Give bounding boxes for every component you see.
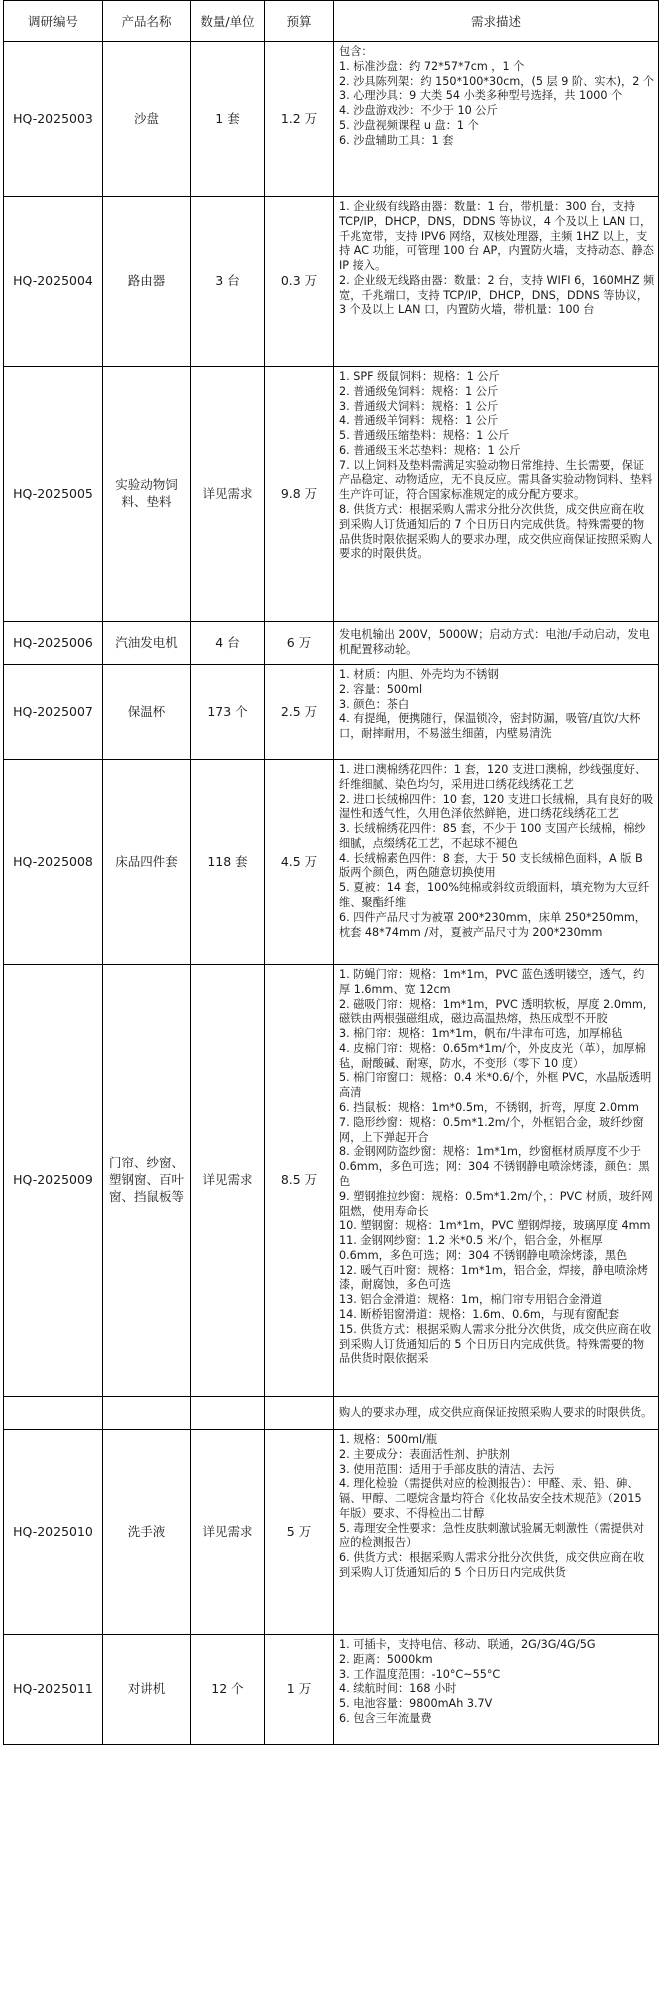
header-description: 需求描述 xyxy=(334,1,659,42)
row-quantity-cell: 3 台 xyxy=(191,197,265,367)
table-row xyxy=(4,760,659,965)
description-line: 1. 规格：500ml/瓶 xyxy=(339,1433,438,1446)
row-name-cell: 实验动物饲料、垫料 xyxy=(103,367,191,622)
description-line: 4. 长绒棉素色四件：8 套，大于 50 支长绒棉色面料，A 版 B 版两个颜色，两色随意切换使用 xyxy=(339,851,643,880)
description-line: 12. 暖气百叶窗：规格：1m*1m，铝合金，焊接，静电喷涂烤漆，耐腐蚀，多色可选 xyxy=(339,1263,649,1292)
description-line: 9. 塑钢推拉纱窗：规格：0.5m*1.2m/个，：PVC 材质，玻纤网阻燃，使用寿命长 xyxy=(339,1189,653,1218)
description-line: 2. 企业级无线路由器：数量：2 台，支持 WIFI 6，160MHZ 频宽，千兆端口，支持 TCP/IP，DHCP，DNS，DDNS 等协议，3 个及以上 LAN 口，内置防火墙，带机量：100 台 xyxy=(339,273,655,317)
row-description-cell xyxy=(334,1397,659,1430)
row-id-cell: HQ-2025004 xyxy=(4,197,103,367)
row-description-cell xyxy=(334,760,659,965)
header-quantity: 数量/单位 xyxy=(191,1,265,42)
description-line: 6. 四件产品尺寸为被罩 200*230mm，床单 250*250mm，枕套 48*74mm /对，夏被产品尺寸为 200*230mm xyxy=(339,910,646,939)
row-quantity-cell xyxy=(191,1397,265,1430)
row-description-cell xyxy=(334,42,659,197)
description-line: 2. 普通级兔饲料：规格：1 公斤 xyxy=(339,384,499,398)
row-name-cell: 路由器 xyxy=(103,197,191,367)
description-line: 6. 包含三年流量费 xyxy=(339,1711,432,1725)
row-id-cell: HQ-2025007 xyxy=(4,665,103,760)
header-id: 调研编号 xyxy=(4,1,103,42)
description-line: 4. 理化检验（需提供对应的检测报告）：甲醛、汞、铅、砷、镉、甲醇、二噁烷含量均符合《化妆品安全技术规范》（2015 年版）要求、不得检出二甘醇 xyxy=(339,1477,642,1520)
row-quantity-cell: 详见需求 xyxy=(191,1430,265,1635)
table-row xyxy=(4,665,659,760)
description-line: 11. 金钢网纱窗：1.2 米*0.5 米/个，铝合金，外框厚 0.6mm，多色可选；网：304 不锈钢静电喷涂烤漆，黑色 xyxy=(339,1234,628,1262)
description-line: 4. 续航时间：168 小时 xyxy=(339,1682,457,1696)
description-line: 3. 使用范围：适用于手部皮肤的清洁、去污 xyxy=(339,1462,555,1476)
description-line: 8. 金钢网防盗纱窗：规格：1m*1m，纱窗框材质厚度不少于 0.6mm，多色可选；网：304 不锈钢静电喷涂烤漆，颜色：黑色 xyxy=(339,1145,650,1188)
description-line: 2. 沙具陈列架：约 150*100*30cm，(5 层 9 阶、实木)，2 个 xyxy=(339,74,655,88)
description-line: 3. 长绒棉绣花四件：85 套，不少于 100 支国产长绒棉，棉纱细腻，点缀绣花工艺，不起球不褪色 xyxy=(339,822,646,850)
row-budget-cell: 5 万 xyxy=(265,1430,334,1635)
row-budget-cell: 2.5 万 xyxy=(265,665,334,760)
row-name-cell xyxy=(103,1397,191,1430)
header-product-name: 产品名称 xyxy=(103,1,191,42)
description-line: 1. SPF 级鼠饲料：规格：1 公斤 xyxy=(339,370,500,383)
row-name-cell: 床品四件套 xyxy=(103,760,191,965)
description-line: 购人的要求办理，成交供应商保证按照采购人要求的时限供货。 xyxy=(339,1405,653,1419)
description-line: 5. 夏被：14 套，100%纯棉或斜纹贡缎面料，填充物为大豆纤维、聚酯纤维 xyxy=(339,881,650,910)
row-id-cell: HQ-2025003 xyxy=(4,42,103,197)
row-name-cell: 洗手液 xyxy=(103,1430,191,1635)
row-quantity-cell: 118 套 xyxy=(191,760,265,965)
table-row xyxy=(4,42,659,197)
description-line: 10. 塑钢窗：规格：1m*1m，PVC 塑钢焊接，玻璃厚度 4mm xyxy=(339,1219,651,1233)
row-quantity-cell: 12 个 xyxy=(191,1635,265,1745)
description-line: 5. 普通级压缩垫料：规格：1 公斤 xyxy=(339,429,510,443)
description-line: 8. 供货方式：根据采购人需求分批分次供货，成交供应商在收到采购人订货通知后的 7 个日历日内完成供货。特殊需要的物品供货时限依据采购人的要求办理，成交供应商保证按照采购人要求的时限供货。 xyxy=(339,503,653,561)
row-id-cell: HQ-2025010 xyxy=(4,1430,103,1635)
row-quantity-cell: 详见需求 xyxy=(191,367,265,622)
row-budget-cell: 0.3 万 xyxy=(265,197,334,367)
description-line: 4. 有提绳，便携随行，保温锁冷，密封防漏，吸管/直饮/大杯口，耐摔耐用，不易滋生细菌，内壁易清洗 xyxy=(339,712,641,741)
row-id-cell: HQ-2025008 xyxy=(4,760,103,965)
description-line: 14. 断桥铝窗滑道：规格：1.6m、0.6m，与现有窗配套 xyxy=(339,1307,620,1321)
row-budget-cell: 8.5 万 xyxy=(265,965,334,1397)
description-line: 7. 隐形纱窗：规格：0.5m*1.2m/个，外框铝合金，玻纤纱窗网，上下弹起开合 xyxy=(339,1115,644,1144)
row-id-cell: HQ-2025009 xyxy=(4,965,103,1397)
description-line: 2. 进口长绒棉四件：10 套，120 支进口长绒棉，具有良好的吸湿性和透气性，久用色泽依然鲜艳，进口绣花线绣花工艺 xyxy=(339,792,654,821)
row-description-cell xyxy=(334,197,659,367)
row-id-cell xyxy=(4,1397,103,1430)
description-line: 6. 供货方式：根据采购人需求分批分次供货，成交供应商在收到采购人订货通知后的 5 个日历日内完成供货 xyxy=(339,1551,645,1580)
description-line: 2. 距离：5000km xyxy=(339,1652,433,1666)
table-row xyxy=(4,367,659,622)
row-quantity-cell: 详见需求 xyxy=(191,965,265,1397)
table-row xyxy=(4,1397,659,1430)
header-row xyxy=(4,1,659,42)
row-quantity-cell: 173 个 xyxy=(191,665,265,760)
description-line: 4. 沙盘游戏沙：不少于 10 公斤 xyxy=(339,104,498,118)
description-line: 1. 标准沙盘：约 72*57*7cm ，1 个 xyxy=(339,59,525,73)
description-line: 5. 沙盘视频课程 u 盘：1 个 xyxy=(339,118,479,132)
description-line: 5. 棉门帘窗口：规格：0.4 米*0.6/个，外框 PVC，水晶版透明高清 xyxy=(339,1071,652,1100)
description-line: 1. 可插卡，支持电信、移动、联通，2G/3G/4G/5G xyxy=(339,1638,596,1651)
description-line: 2. 主要成分：表面活性剂、护肤剂 xyxy=(339,1447,510,1461)
table-row xyxy=(4,197,659,367)
row-budget-cell: 6 万 xyxy=(265,622,334,665)
description-line: 7. 以上饲料及垫料需满足实验动物日常维持、生长需要，保证产品稳定、动物适应，无不良反应。需具备实验动物饲料、垫料生产许可证，符合国家标准规定的成分配方要求。 xyxy=(339,458,653,502)
row-description-cell xyxy=(334,367,659,622)
description-line: 3. 棉门帘：规格：1m*1m，帆布/牛津布可选，加厚棉毡 xyxy=(339,1027,623,1041)
row-description-cell xyxy=(334,622,659,665)
description-line: 1. 材质：内胆、外壳均为不锈钢 xyxy=(339,668,499,681)
row-name-cell: 保温杯 xyxy=(103,665,191,760)
row-id-cell: HQ-2025006 xyxy=(4,622,103,665)
description-line: 5. 电池容量：9800mAh 3.7V xyxy=(339,1697,493,1711)
row-description-cell xyxy=(334,965,659,1397)
header-budget: 预算 xyxy=(265,1,334,42)
description-line: 6. 普通级玉米芯垫料：规格：1 公斤 xyxy=(339,443,521,457)
row-budget-cell: 4.5 万 xyxy=(265,760,334,965)
description-line: 2. 磁吸门帘：规格：1m*1m，PVC 透明软板，厚度 2.0mm,磁铁由两根强磁组成，磁边高温热熔，热压成型不开胶 xyxy=(339,997,647,1026)
description-line: 4. 普通级羊饲料：规格：1 公斤 xyxy=(339,414,499,428)
description-line: 包含： xyxy=(339,45,373,58)
description-line: 6. 沙盘辅助工具：1 套 xyxy=(339,133,454,147)
description-line: 2. 容量：500ml xyxy=(339,682,423,696)
description-line: 6. 挡鼠板：规格：1m*0.5m，不锈钢，折弯，厚度 2.0mm xyxy=(339,1101,639,1115)
description-line: 13. 铝合金滑道：规格：1m，棉门帘专用铝合金滑道 xyxy=(339,1293,603,1307)
table-row xyxy=(4,965,659,1397)
procurement-table xyxy=(3,0,659,1745)
row-description-cell xyxy=(334,1430,659,1635)
row-budget-cell: 1.2 万 xyxy=(265,42,334,197)
description-line: 3. 颜色：茶白 xyxy=(339,697,410,711)
row-budget-cell: 9.8 万 xyxy=(265,367,334,622)
row-budget-cell: 1 万 xyxy=(265,1635,334,1745)
row-name-cell: 门帘、纱窗、塑钢窗、百叶窗、挡鼠板等 xyxy=(103,965,191,1397)
row-name-cell: 汽油发电机 xyxy=(103,622,191,665)
description-line: 1. 企业级有线路由器：数量：1 台，带机量：300 台，支持 TCP/IP，DHCP，DNS，DDNS 等协议，4 个及以上 LAN 口，千兆宽带，支持 IPV6 网络，双核处理器，主频 1HZ 以上，支持 AC 功能，可管理 100 台 AP，内置防火墙，支持动态、静态 IP 接入。 xyxy=(339,200,654,273)
row-description-cell xyxy=(334,665,659,760)
row-name-cell: 沙盘 xyxy=(103,42,191,197)
description-line: 3. 普通级犬饲料：规格：1 公斤 xyxy=(339,399,499,413)
description-line: 4. 皮棉门帘：规格：0.65m*1m/个，外皮皮光（革），加厚棉毡，耐酸碱、耐寒，防水，不变形（零下 10 度） xyxy=(339,1041,646,1070)
table-row xyxy=(4,1430,659,1635)
table-row xyxy=(4,622,659,665)
description-line: 5. 毒理安全性要求：急性皮肤刺激试验属无刺激性（需提供对应的检测报告） xyxy=(339,1521,645,1550)
description-line: 3. 心理沙具：9 大类 54 小类多种型号选择，共 1000 个 xyxy=(339,89,623,103)
row-description-cell xyxy=(334,1635,659,1745)
description-line: 1. 防蝇门帘：规格：1m*1m，PVC 蓝色透明镂空，透气，约厚 1.6mm、宽 12cm xyxy=(339,968,645,996)
description-line: 15. 供货方式：根据采购人需求分批分次供货，成交供应商在收到采购人订货通知后的 5 个日历日内完成供货。特殊需要的物品供货时限依据采 xyxy=(339,1322,652,1366)
table-row xyxy=(4,1635,659,1745)
description-line: 3. 工作温度范围：-10°C~55°C xyxy=(339,1667,501,1681)
row-quantity-cell: 1 套 xyxy=(191,42,265,197)
row-id-cell: HQ-2025005 xyxy=(4,367,103,622)
row-budget-cell xyxy=(265,1397,334,1430)
row-quantity-cell: 4 台 xyxy=(191,622,265,665)
row-id-cell: HQ-2025011 xyxy=(4,1635,103,1745)
description-line: 发电机输出 200V，5000W；启动方式：电池/手动启动，发电机配置移动轮。 xyxy=(339,628,650,656)
description-line: 1. 进口澳棉绣花四件：1 套，120 支进口澳棉，纱线强度好、纤维细腻、染色均匀，采用进口绣花线绣花工艺 xyxy=(339,763,647,791)
row-name-cell: 对讲机 xyxy=(103,1635,191,1745)
